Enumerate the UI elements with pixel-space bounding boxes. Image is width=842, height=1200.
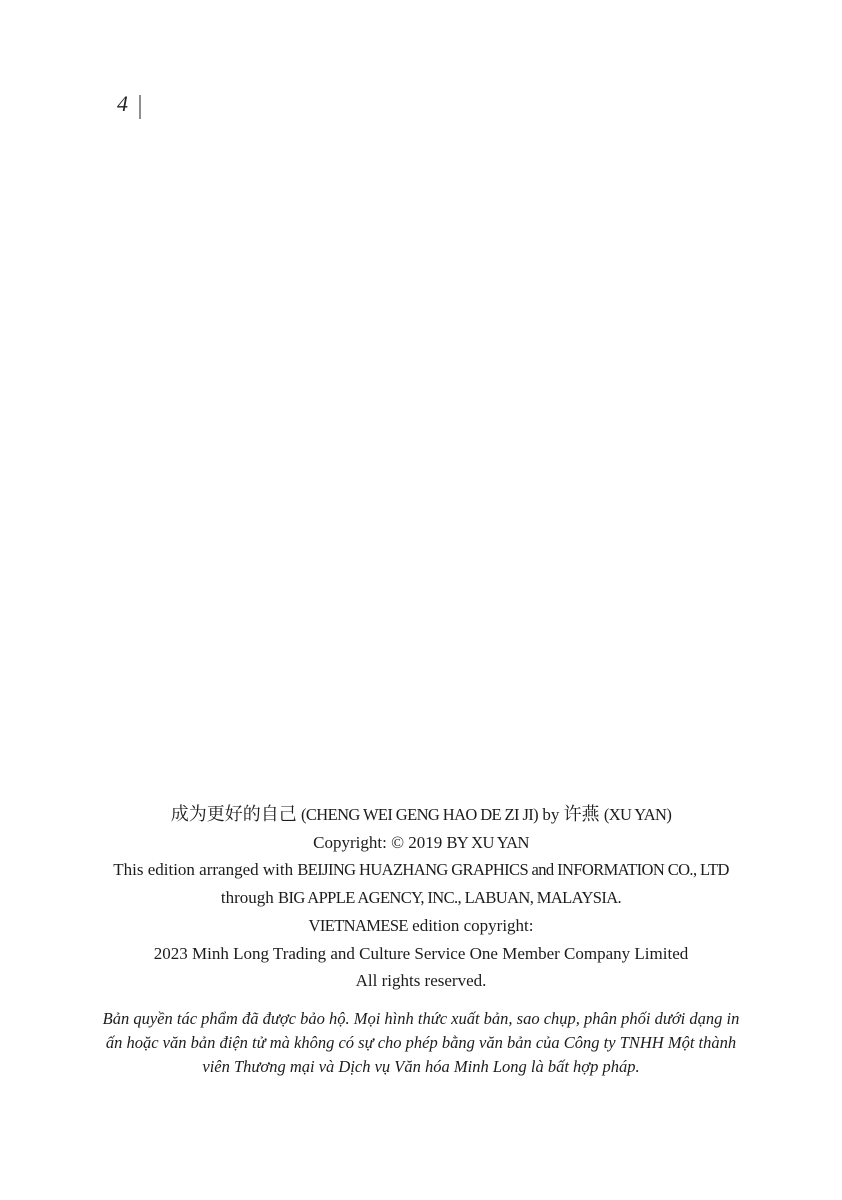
rights-reserved-line: All rights reserved.: [355, 971, 487, 991]
vietnamese-edition-line: [0, 912, 842, 940]
copyright-block: [0, 801, 842, 995]
copyright-owner: BY XU YAN: [446, 832, 529, 852]
copyright-line: [0, 829, 842, 857]
agency-name: BIG APPLE AGENCY, INC., LABUAN, MALAYSIA.: [278, 888, 622, 908]
legal-notice: [0, 1007, 842, 1079]
legal-notice-line: viên Thương mại và Dịch vụ Văn hóa Minh Long là bất hợp pháp.: [202, 1057, 640, 1076]
book-title-pinyin: (CHENG WEI GENG HAO DE ZI JI): [300, 805, 539, 824]
author-name-chinese: 许燕: [563, 804, 600, 824]
title-line: [0, 801, 842, 829]
page-header: [117, 92, 141, 119]
through-line: [0, 884, 842, 912]
by-word: by: [542, 805, 560, 824]
publisher-line: 2023 Minh Long Trading and Culture Service One Member Company Limited: [153, 943, 689, 963]
edition-language: VIETNAMESE: [308, 915, 408, 935]
through-prefix: through: [220, 888, 274, 908]
page-number-divider: [139, 95, 141, 119]
legal-notice-line: Bản quyền tác phẩm đã được bảo hộ. Mọi hình thức xuất bản, sao chụp, phân phối dưới dạng in: [102, 1009, 740, 1028]
book-title-chinese: 成为更好的自己: [170, 804, 297, 824]
copyright-prefix: Copyright: © 2019: [313, 832, 443, 852]
arranged-prefix: This edition arranged with: [113, 860, 294, 880]
author-name-english: (XU YAN): [603, 805, 672, 824]
edition-suffix: edition copyright:: [412, 915, 534, 935]
arranging-company: BEIJING HUAZHANG GRAPHICS and INFORMATION CO., LTD: [297, 860, 729, 880]
page-number: 4: [117, 91, 128, 116]
legal-notice-line: ấn hoặc văn bản điện tử mà không có sự cho phép bằng văn bản của Công ty TNHH Một thành: [105, 1033, 737, 1052]
arranged-line: [0, 856, 842, 884]
